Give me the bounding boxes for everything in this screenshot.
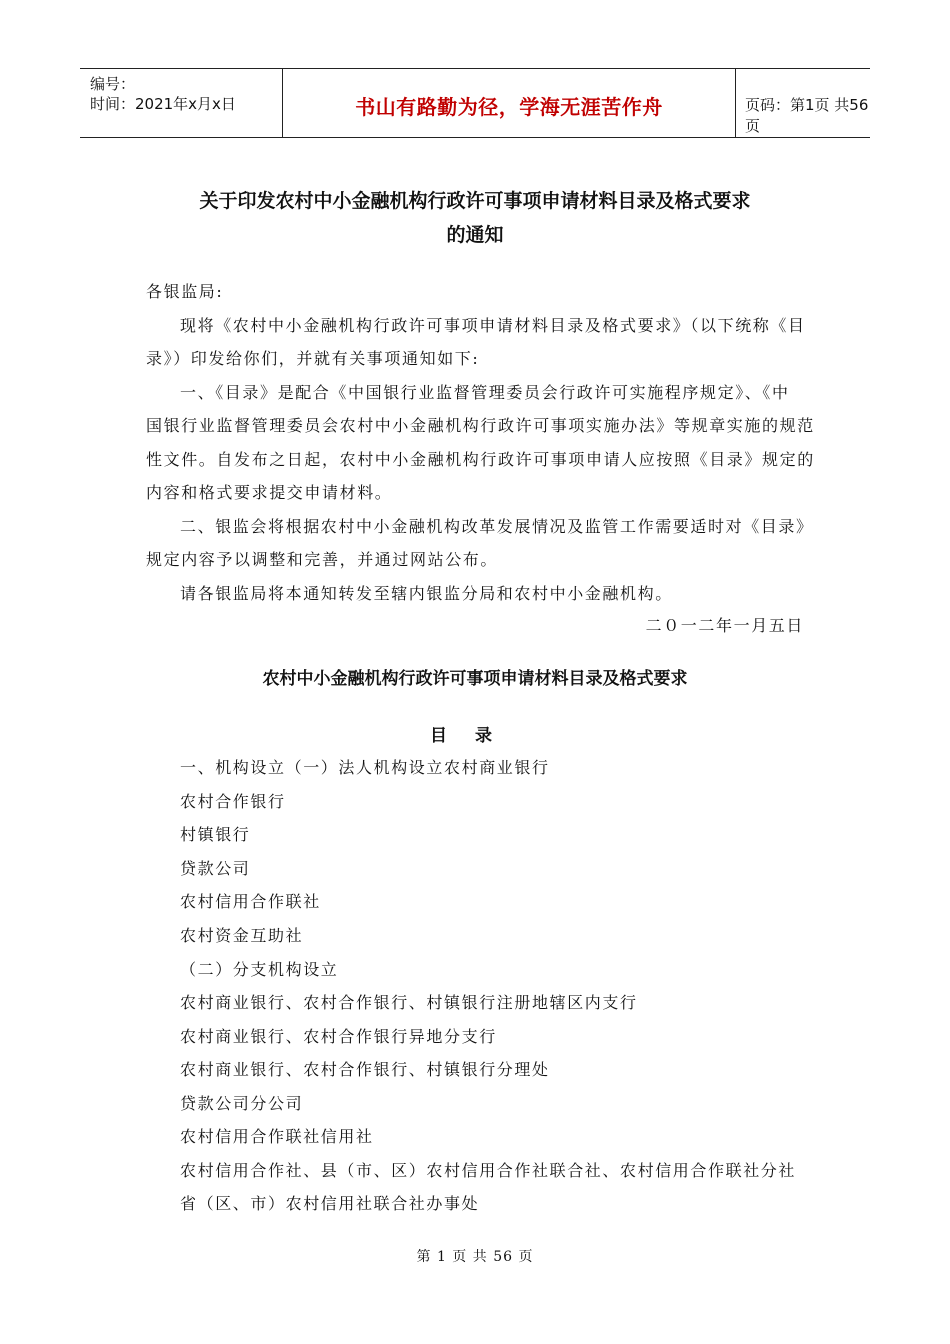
paragraph-line: 现将《农村中小金融机构行政许可事项申请材料目录及格式要求》（以下统称《目 xyxy=(180,316,806,335)
toc-item: （二）分支机构设立 xyxy=(180,960,339,979)
paragraph-line: 国银行业监督管理委员会农村中小金融机构行政许可事项实施办法》等规章实施的规范 xyxy=(146,416,815,435)
header-band xyxy=(80,68,870,138)
toc-item: 农村信用合作联社 xyxy=(180,892,321,911)
issue-date: 二０一二年一月五日 xyxy=(645,616,804,635)
toc-heading: 目录 xyxy=(430,726,520,746)
toc-item: 村镇银行 xyxy=(180,825,251,844)
paragraph-line: 内容和格式要求提交申请材料。 xyxy=(146,483,393,502)
document-number-label: 编号： xyxy=(90,75,136,93)
header-page-cell xyxy=(735,69,870,137)
toc-item: 农村商业银行、农村合作银行异地分支行 xyxy=(180,1027,497,1046)
salutation: 各银监局: xyxy=(146,282,224,301)
document-title-line-2: 的通知 xyxy=(446,224,504,246)
toc-item: 农村信用合作社、县（市、区）农村信用合作社联合社、农村信用合作联社分社 xyxy=(180,1161,797,1180)
paragraph-line: 请各银监局将本通知转发至辖内银监分局和农村中小金融机构。 xyxy=(180,584,673,603)
paragraph-line: 录》）印发给你们，并就有关事项通知如下: xyxy=(146,349,480,368)
toc-item: 贷款公司分公司 xyxy=(180,1094,304,1113)
toc-item: 农村合作银行 xyxy=(180,792,286,811)
paragraph-line: 一、《目录》是配合《中国银行业监督管理委员会行政许可实施程序规定》、《中 xyxy=(180,383,790,402)
paragraph-line: 二、银监会将根据农村中小金融机构改革发展情况及监管工作需要适时对《目录》 xyxy=(180,517,814,536)
document-time-label: 时间：2021年x月x日 xyxy=(90,95,236,113)
header-page-info: 页码：第1页 共56页 xyxy=(745,96,869,135)
toc-item: 农村信用合作联社信用社 xyxy=(180,1127,374,1146)
toc-item: 农村商业银行、农村合作银行、村镇银行注册地辖区内支行 xyxy=(180,993,638,1012)
paragraph-line: 性文件。自发布之日起，农村中小金融机构行政许可事项申请人应按照《目录》规定的 xyxy=(146,450,815,469)
document-title-line-1: 关于印发农村中小金融机构行政许可事项申请材料目录及格式要求 xyxy=(199,190,751,212)
toc-item: 一、机构设立（一）法人机构设立农村商业银行 xyxy=(180,758,550,777)
header-motto: 书山有路勤为径，学海无涯苦作舟 xyxy=(355,95,663,119)
header-meta-cell xyxy=(80,69,282,137)
toc-item: 贷款公司 xyxy=(180,859,251,878)
paragraph-line: 规定内容予以调整和完善，并通过网站公布。 xyxy=(146,550,499,569)
section-subtitle: 农村中小金融机构行政许可事项申请材料目录及格式要求 xyxy=(262,669,688,689)
page-footer: 第 1 页 共 56 页 xyxy=(416,1249,534,1265)
toc-item: 省（区、市）农村信用社联合社办事处 xyxy=(180,1194,480,1213)
toc-item: 农村商业银行、农村合作银行、村镇银行分理处 xyxy=(180,1060,550,1079)
header-motto-cell xyxy=(282,69,736,137)
toc-item: 农村资金互助社 xyxy=(180,926,304,945)
